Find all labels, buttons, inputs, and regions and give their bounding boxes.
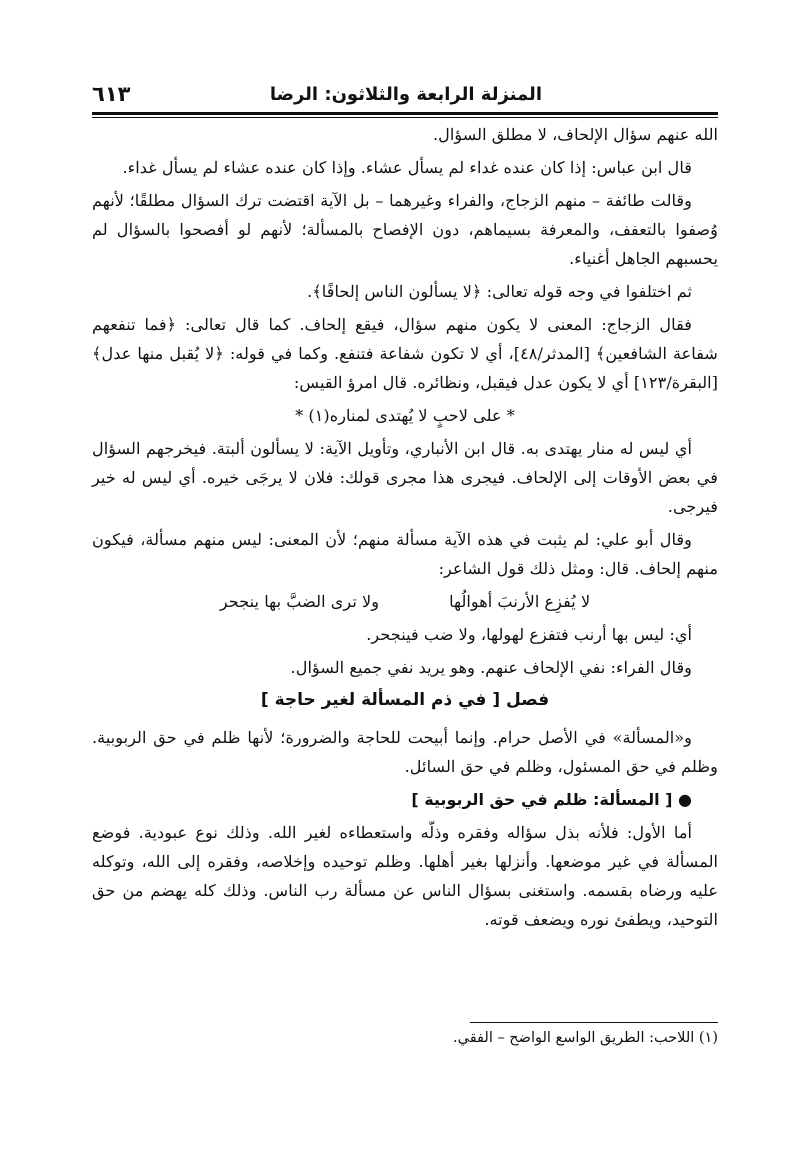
page-number: ٦١٣ xyxy=(92,82,131,106)
paragraph: وقال أبو علي: لم يثبت في هذه الآية مسألة منهم؛ لأن المعنى: ليس منهم مسألة، فيكون منهم إلحاف. قال: ومثل ذلك قول الشاعر: xyxy=(92,530,718,578)
paragraph: أي: ليس بها أرنب فتفزع لهولها، ولا ضب فينجحر. xyxy=(366,625,692,644)
verse-hemistich-second: ولا ترى الضبَّ بها ينجحر xyxy=(219,592,380,611)
paragraph: وقال الفراء: نفي الإلحاف عنهم. وهو يريد نفي جميع السؤال. xyxy=(290,658,692,677)
footnote: (١) اللاحب: الطريق الواسع الواضح – الفقي. xyxy=(453,1030,718,1046)
paragraph: وقالت طائفة – منهم الزجاج، والفراء وغيرهما – بل الآية اقتضت ترك السؤال مطلقًا؛ لأنهم وُصفوا بالتعفف، والمعرفة بسيماهم، دون الإفصاح بالمسألة؛ لأنهم لو أفصحوا بالسؤال لم يحسبهم الجاهل أغنياء. xyxy=(92,191,718,268)
paragraph: الله عنهم سؤال الإلحاف، لا مطلق السؤال. xyxy=(432,125,718,144)
paragraph: قال ابن عباس: إذا كان عنده غداء لم يسأل عشاء. وإذا كان عنده عشاء لم يسأل غداء. xyxy=(122,158,692,177)
paragraph: أي ليس له منار يهتدى به. قال ابن الأنباري، وتأويل الآية: لا يسألون ألبتة. فيخرجهم السؤال في بعض الأوقات إلى الإلحاف. فيجرى هذا مجرى قولك: فلان لا يرجَى خيره. أي ليس له خير فيرجى. xyxy=(92,439,718,516)
paragraph: ثم اختلفوا في وجه قوله تعالى: ﴿لا يسألون الناس إلحافًا﴾. xyxy=(307,282,692,301)
verse-hemistich-first: لا يُفزِع الأرنبَ أهوالُها xyxy=(449,592,591,611)
section-heading: فصل [ في ذم المسألة لغير حاجة ] xyxy=(260,690,550,710)
verse-line: * على لاحبٍ لا يُهتدى لمناره(١) * xyxy=(295,406,515,425)
body-text xyxy=(92,120,718,938)
footnote-rule xyxy=(470,1022,718,1023)
subsection-heading: ● [ المسألة: ظلم في حق الربوبية ] xyxy=(411,790,692,809)
verse-couplet xyxy=(92,587,718,616)
header-rule-thick xyxy=(92,112,718,115)
header-rule-thin xyxy=(92,117,718,118)
running-title: المنزلة الرابعة والثلاثون: الرضا xyxy=(269,84,542,105)
paragraph: أما الأول: فلأنه بذل سؤاله وفقره وذلّه واستعطاءه لغير الله. وذلك نوع عبودية. فوضع المسألة في غير موضعها. وأنزلها بغير أهلها. وظلم توحيده وإخلاصه، وفقره إلى الله، وتوكله عليه ورضاه بقسمه. واستغنى بسؤال الناس عن مسألة رب الناس. وذلك كله يهضم من حق التوحيد، ويطفئ نوره ويضعف قوته. xyxy=(92,823,718,929)
paragraph: و«المسألة» في الأصل حرام. وإنما أبيحت للحاجة والضرورة؛ لأنها ظلم في حق الربوبية. وظلم في حق المسئول، وظلم في حق السائل. xyxy=(92,728,718,776)
paragraph: فقال الزجاج: المعنى لا يكون منهم سؤال، فيقع إلحاف. كما قال تعالى: ﴿فما تنفعهم شفاعة الشافعين﴾ [المدثر/٤٨]، أي لا تكون شفاعة فتنفع. وكما في قوله: ﴿لا يُقبل منها عدل﴾ [البقرة/١٢٣] أي لا يكون عدل فيقبل، ونظائره. قال امرؤ القيس: xyxy=(92,315,718,392)
